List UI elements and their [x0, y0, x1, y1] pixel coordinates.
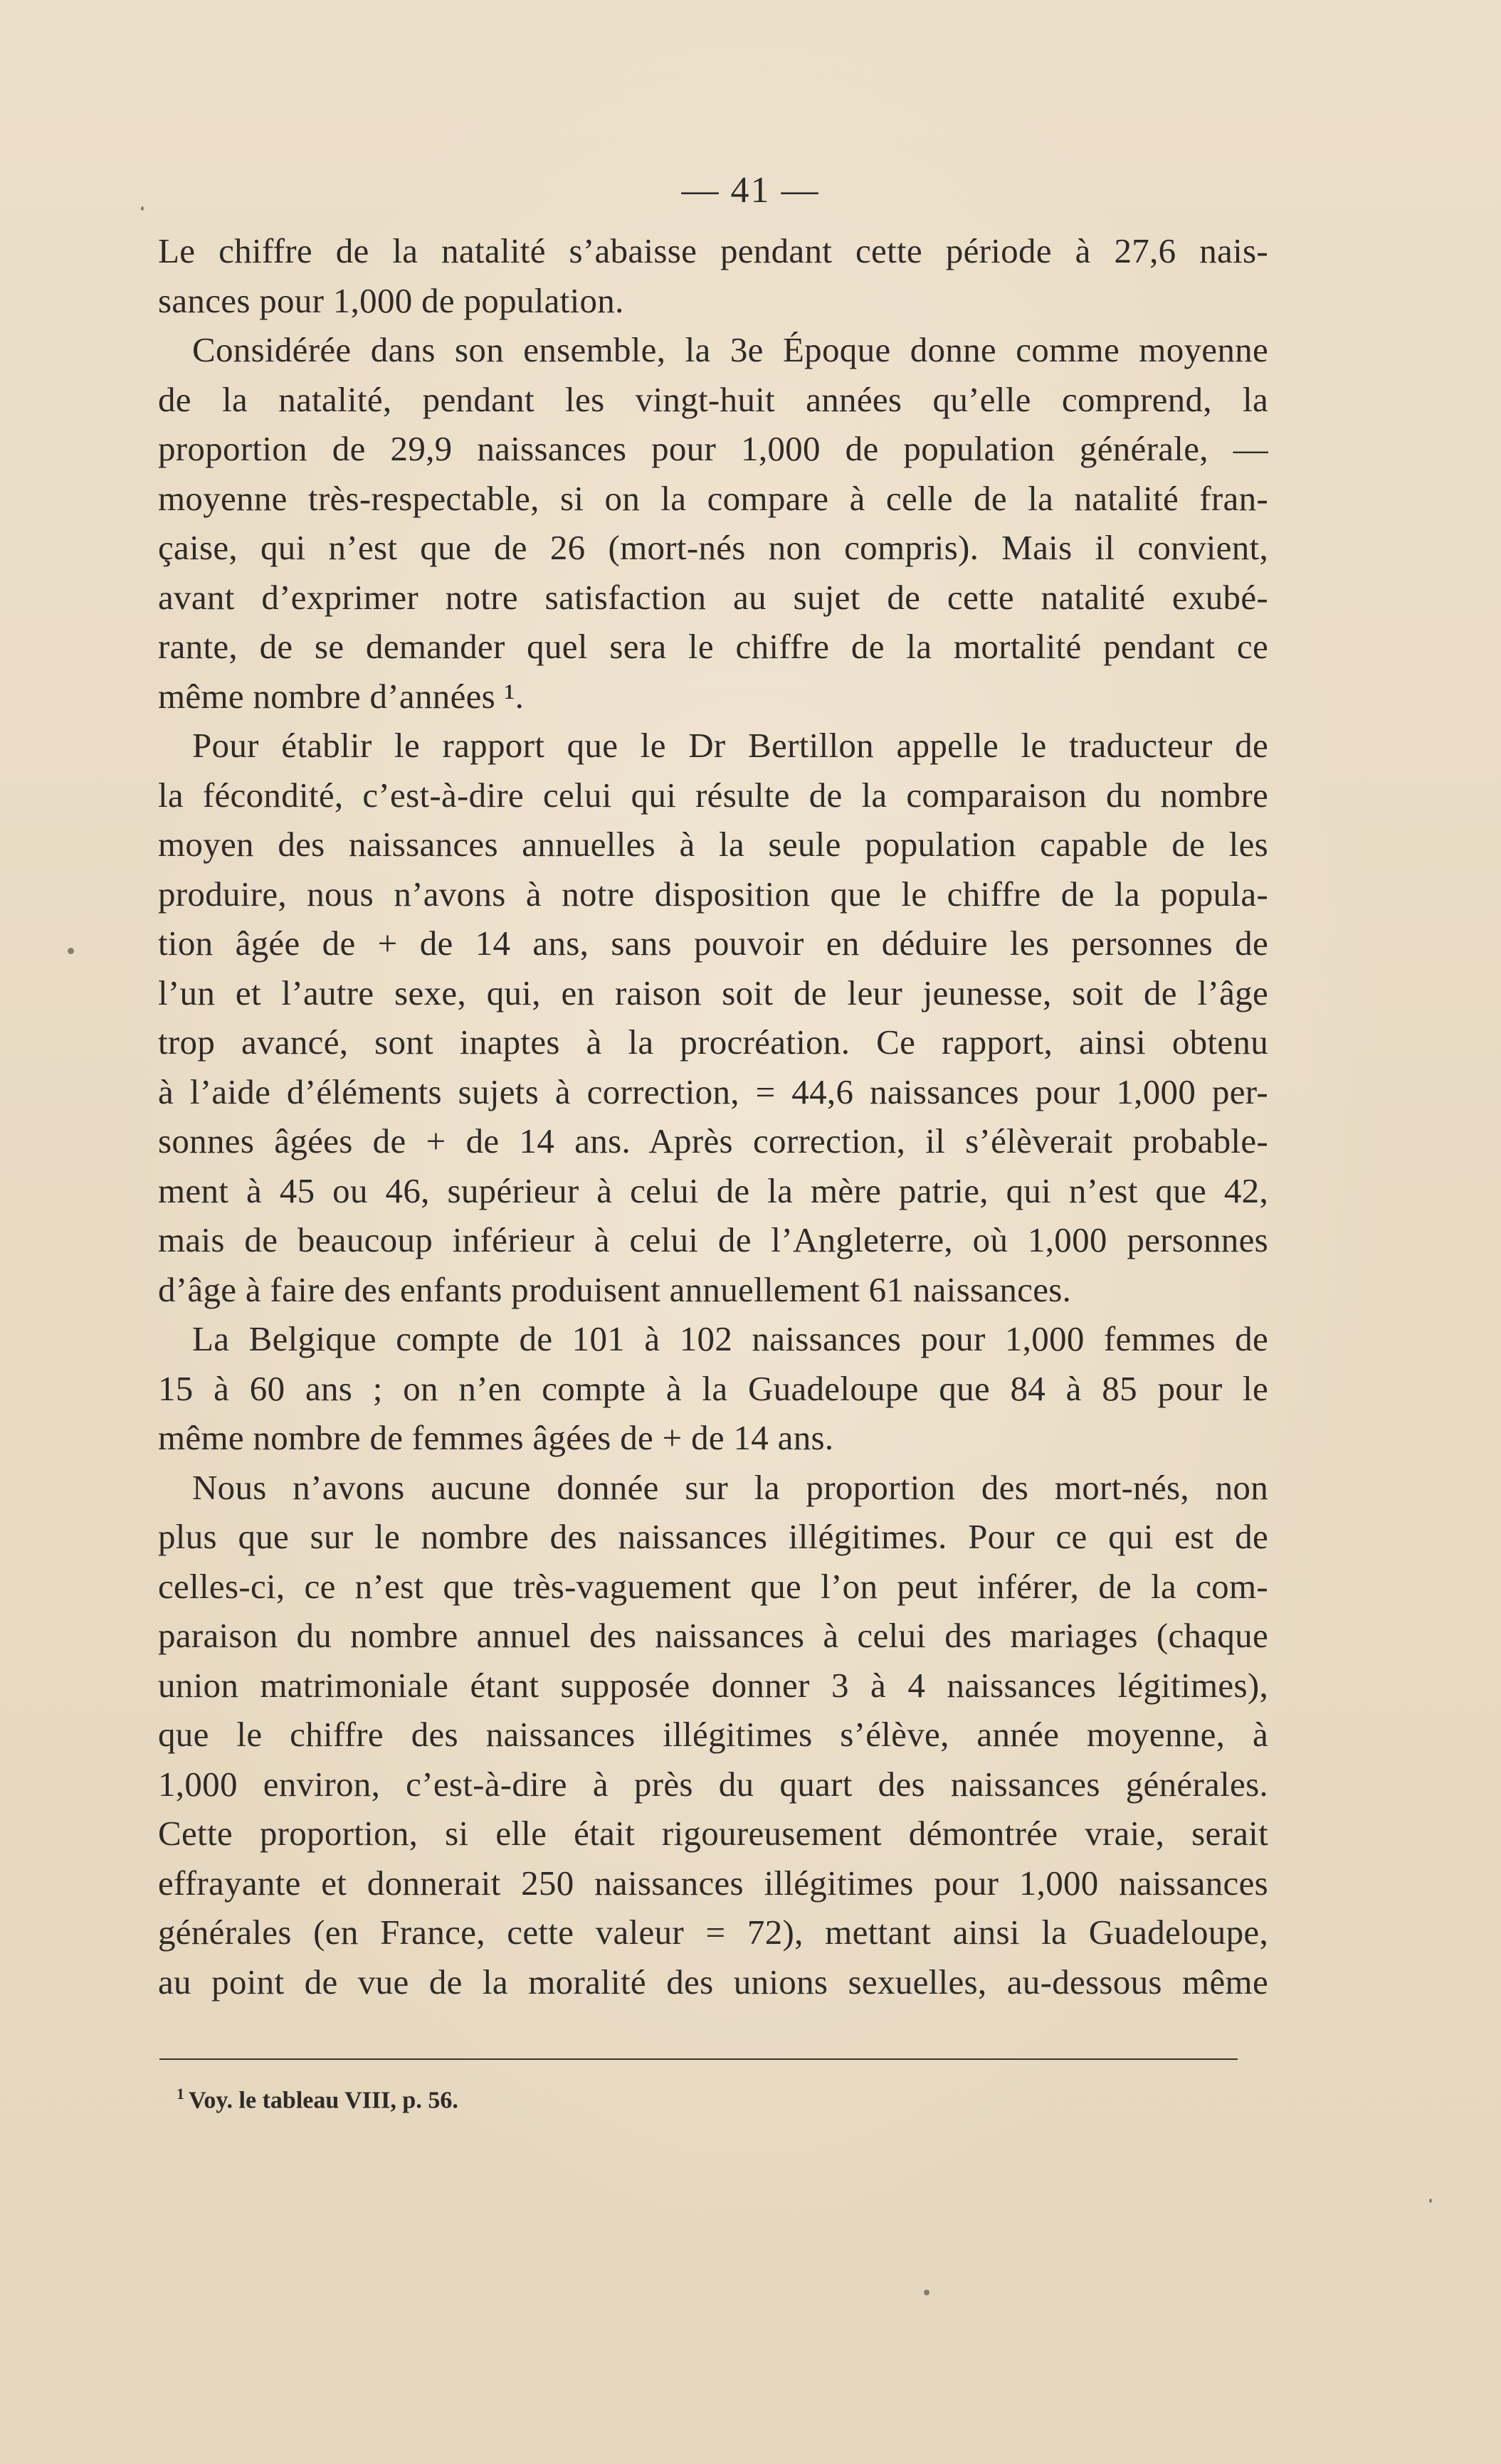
- text-line: moyenne très-respectable, si on la compare à celle de la natalité fran-: [158, 478, 1268, 518]
- text-line: même nombre d’années ¹.: [158, 676, 525, 716]
- text-line: au point de vue de la moralité des unions sexuelles, au-dessous même: [158, 1962, 1268, 2002]
- paper-speck: [924, 2290, 929, 2295]
- text-line: 1,000 environ, c’est-à-dire à près du quart des naissances générales.: [158, 1764, 1268, 1804]
- text-line: produire, nous n’avons à notre disposition que le chiffre de la popula-: [158, 874, 1268, 914]
- text-line: sances pour 1,000 de population.: [158, 280, 624, 320]
- text-line: avant d’exprimer notre satisfaction au sujet de cette natalité exubé-: [158, 577, 1268, 617]
- text-line: générales (en France, cette valeur = 72), mettant ainsi la Guadeloupe,: [158, 1913, 1268, 1952]
- text-line: que le chiffre des naissances illégitimes s’élève, année moyenne, à: [158, 1715, 1268, 1754]
- text-line: 15 à 60 ans ; on n’en compte à la Guadeloupe que 84 à 85 pour le: [158, 1368, 1268, 1408]
- text-line: l’un et l’autre sexe, qui, en raison soit de leur jeunesse, soit de l’âge: [158, 973, 1268, 1012]
- text-line: çaise, qui n’est que de 26 (mort-nés non compris). Mais il convient,: [158, 528, 1268, 567]
- paper-speck: [1429, 2199, 1432, 2203]
- paper-speck: [68, 948, 74, 954]
- text-line: Le chiffre de la natalité s’abaisse pendant cette période à 27,6 nais-: [158, 231, 1268, 270]
- text-line: sonnes âgées de + de 14 ans. Après correction, il s’élèverait probable-: [158, 1121, 1268, 1160]
- paper-speck: [141, 206, 144, 211]
- text-line: ment à 45 ou 46, supérieur à celui de la mère patrie, qui n’est que 42,: [158, 1170, 1268, 1210]
- text-line: Pour établir le rapport que le Dr Bertillon appelle le traducteur de: [192, 726, 1268, 765]
- text-line: moyen des naissances annuelles à la seule population capable de les: [158, 825, 1268, 864]
- text-line: Considérée dans son ensemble, la 3e Époque donne comme moyenne: [192, 330, 1268, 369]
- text-line: union matrimoniale étant supposée donner 3 à 4 naissances légitimes),: [158, 1665, 1268, 1705]
- body-text: [158, 226, 1268, 2006]
- text-line: La Belgique compte de 101 à 102 naissances pour 1,000 femmes de: [192, 1319, 1268, 1358]
- text-line: de la natalité, pendant les vingt-huit années qu’elle comprend, la: [158, 379, 1268, 419]
- text-line: mais de beaucoup inférieur à celui de l’Angleterre, où 1,000 personnes: [158, 1220, 1268, 1259]
- text-line: tion âgée de + de 14 ans, sans pouvoir en déduire les personnes de: [158, 924, 1268, 963]
- footnote-divider: [159, 2058, 1238, 2060]
- text-line: la fécondité, c’est-à-dire celui qui résulte de la comparaison du nombre: [158, 775, 1268, 815]
- text-line: trop avancé, sont inaptes à la procréation. Ce rapport, ainsi obtenu: [158, 1022, 1268, 1062]
- text-line: celles-ci, ce n’est que très-vaguement que l’on peut inférer, de la com-: [158, 1566, 1268, 1606]
- footnote-marker: 1: [177, 2085, 184, 2103]
- text-line: rante, de se demander quel sera le chiffre de la mortalité pendant ce: [158, 627, 1268, 666]
- page-number: — 41 —: [681, 170, 820, 211]
- footnote: [177, 2085, 458, 2114]
- text-line: proportion de 29,9 naissances pour 1,000 de population générale, —: [158, 429, 1268, 468]
- text-line: même nombre de femmes âgées de + de 14 ans.: [158, 1418, 834, 1457]
- footnote-text: Voy. le tableau VIII, p. 56.: [189, 2087, 458, 2114]
- text-line: d’âge à faire des enfants produisent annuellement 61 naissances.: [158, 1269, 1072, 1309]
- text-line: plus que sur le nombre des naissances illégitimes. Pour ce qui est de: [158, 1517, 1268, 1556]
- text-line: à l’aide d’éléments sujets à correction, = 44,6 naissances pour 1,000 per-: [158, 1072, 1268, 1111]
- text-line: Cette proportion, si elle était rigoureusement démontrée vraie, serait: [158, 1814, 1268, 1853]
- text-line: effrayante et donnerait 250 naissances illégitimes pour 1,000 naissances: [158, 1863, 1268, 1903]
- text-line: Nous n’avons aucune donnée sur la proportion des mort-nés, non: [192, 1467, 1268, 1507]
- text-line: paraison du nombre annuel des naissances à celui des mariages (chaque: [158, 1616, 1268, 1655]
